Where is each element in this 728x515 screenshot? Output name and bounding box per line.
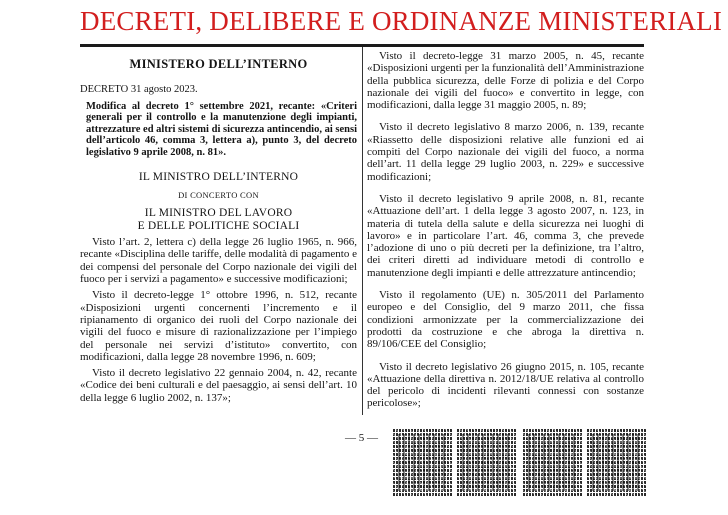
recital-paragraph: Visto l’art. 2, lettera c) della legge 26 luglio 1965, n. 966, recante «Disciplina delle tariffe, delle modalità di pagamento e dei compensi del personale del Corpo nazionale dei vigili del fuoco per i servizi a pagamento» e successive modificazioni; xyxy=(80,236,357,286)
recital-paragraph: Visto il decreto legislativo 8 marzo 2006, n. 139, recante «Riassetto delle disposizioni relative alle funzioni ed ai compiti del Corpo nazionale dei vigili del fuoco, a norma dell’art. 11 della legge 29 luglio 2003, n. 229» e successive modificazioni; xyxy=(367,121,644,183)
right-column xyxy=(367,50,644,420)
recital-paragraph: Visto il decreto legislativo 26 giugno 2015, n. 105, recante «Attuazione della direttiva n. 2012/18/UE relativa al controllo del pericolo di incidenti rilevanti connessi con sostanze pericolose»; xyxy=(367,360,644,410)
recital-paragraph: Visto il decreto-legge 31 marzo 2005, n. 45, recante «Disposizioni urgenti per la funzionalità dell’Amministrazione della pubblica sicurezza, delle Forze di polizia e del Corpo nazionale dei vigili del fuoco» e convertito in legge, con modificazioni, dalla legge 31 maggio 2005, n. 89; xyxy=(367,50,644,112)
qr-code-4 xyxy=(586,428,646,497)
recital-paragraph: Visto il decreto legislativo 9 aprile 2008, n. 81, recante «Attuazione dell’art. 1 della legge 3 agosto 2007, n. 123, in materia di tutela della salute e della sicurezza nei luoghi di lavoro» e in particolare l’art. 46, comma 3, che prevede l’adozione di uno o più decreti per la definizione, tra l’altro, dei criteri diretti ad individuare metodi di controllo e manutenzione degli impianti e delle attrezzature antincendio; xyxy=(367,192,644,279)
qr-code-1 xyxy=(392,428,452,497)
recital-paragraph: Visto il regolamento (UE) n. 305/2011 del Parlamento europeo e del Consiglio, del 9 marzo 2011, che fissa condizioni armonizzate per la commercializzazione dei prodotti da costruzione e che abroga la direttiva n. 89/106/CEE del Consiglio; xyxy=(367,289,644,351)
ministry-heading: MINISTERO DELL’INTERNO xyxy=(129,57,308,71)
co-minister-line-1: IL MINISTRO DEL LAVORO xyxy=(144,207,293,220)
left-column xyxy=(80,52,357,408)
in-concert-label: DI CONCERTO CON xyxy=(178,189,259,200)
decree-date: DECRETO 31 agosto 2023. xyxy=(80,84,198,96)
page-number: — 5 — xyxy=(345,432,378,444)
co-minister-line-2: E DELLE POLITICHE SOCIALI xyxy=(137,219,300,232)
co-minister-heading xyxy=(80,207,357,232)
recital-paragraph: Visto il decreto-legge 1° ottobre 1996, n. 512, recante «Disposizioni urgenti concernenti l’incremento e il ripianamento di organico dei ruoli del Corpo nazionale dei vigili del fuoco e misure di razionalizzazione per l’impiego del personale nei servizi d’istituto» convertito, con modificazioni, dalla legge 28 novembre 1996, n. 609; xyxy=(80,289,357,363)
minister-heading: IL MINISTRO DELL’INTERNO xyxy=(138,170,299,183)
recital-paragraph: Visto il decreto legislativo 22 gennaio 2004, n. 42, recante «Codice dei beni culturali e del paesaggio, ai sensi dell’art. 10 della legge 6 luglio 2002, n. 137»; xyxy=(80,367,357,404)
column-divider xyxy=(362,47,363,415)
qr-code-2 xyxy=(456,428,516,497)
section-title: DECRETI, DELIBERE E ORDINANZE MINISTERIALI xyxy=(80,6,723,36)
qr-code-3 xyxy=(522,428,582,497)
decree-subject: Modifica al decreto 1° settembre 2021, recante: «Criteri generali per il controllo e la manutenzione degli impianti, attrezzature ed altri sistemi di sicurezza antincendio, ai sensi dell’articolo 46, comma 3, lettera a), punto 3, del decreto legislativo 9 aprile 2008, n. 81». xyxy=(86,100,357,158)
